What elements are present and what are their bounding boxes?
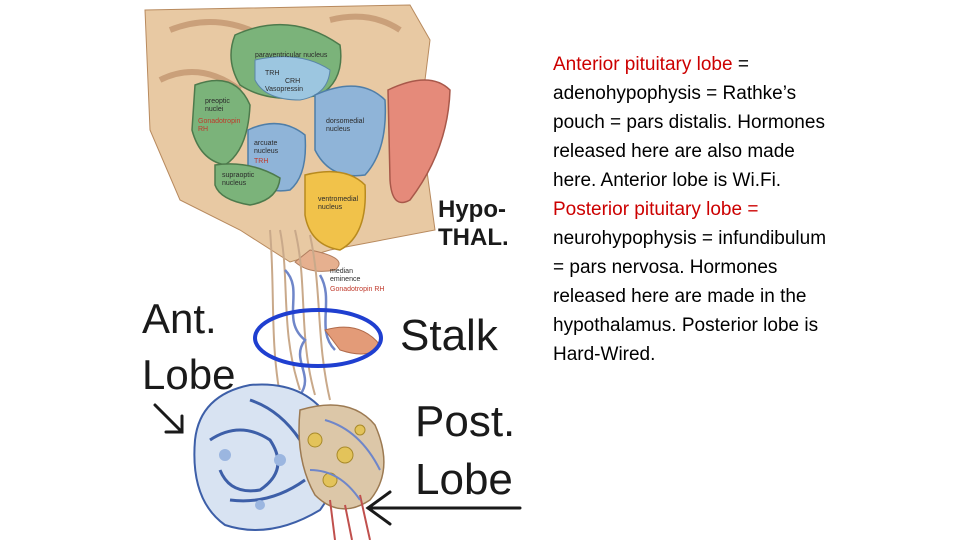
- trh-label: TRH: [265, 70, 280, 77]
- posterior-lobe-description: neurohypophysis = infundibulum = pars nervosa. Hormones released here are made in the hypothalamus. Posterior lobe is Hard-Wired.: [553, 228, 827, 365]
- arcuate-label: arcuate nucleus: [254, 140, 279, 155]
- anterior-lobe-description: = adenohypophysis = Rathke’s pouch = pars distalis. Hormones released here are also made here. Anterior lobe is Wi.Fi.: [553, 54, 825, 191]
- trh2-label: TRH: [254, 158, 269, 165]
- gnrh2-label: Gonadotropin RH: [330, 286, 385, 293]
- stalk-label: Stalk: [400, 311, 498, 360]
- post-label-line2: Lobe: [415, 455, 513, 504]
- ventromedial-label: ventromedial nucleus: [318, 196, 359, 211]
- posterior-lobe-heading: Posterior pituitary lobe =: [553, 199, 759, 220]
- ant-lobe-arrow: [155, 405, 182, 432]
- crh-label: CRH: [285, 78, 301, 85]
- anterior-lobe-heading: Anterior pituitary lobe: [553, 54, 733, 75]
- vasopressin-label: Vasopressin: [265, 86, 304, 93]
- median-eminence-label: median eminence: [330, 268, 361, 283]
- pink-body-shape: [388, 80, 450, 203]
- ant-label-line1: Ant.: [142, 295, 217, 342]
- gnrh-label: Gonadotropin RH: [198, 118, 241, 133]
- description-text: [553, 50, 833, 369]
- post-label-line1: Post.: [415, 397, 516, 446]
- dorsomedial-label: dorsomedial nucleus: [326, 118, 365, 133]
- hypo-label-line2: THAL.: [438, 224, 509, 251]
- preoptic-label: preoptic nuclei: [205, 98, 230, 113]
- ant-label-line2: Lobe: [142, 351, 236, 398]
- hypo-label-line1: Hypo-: [438, 196, 506, 223]
- supraoptic-label: supraoptic nucleus: [222, 172, 255, 187]
- hypothalamus-pituitary-figure: [130, 0, 540, 540]
- paraventricular-label: paraventricular nucleus: [255, 52, 328, 59]
